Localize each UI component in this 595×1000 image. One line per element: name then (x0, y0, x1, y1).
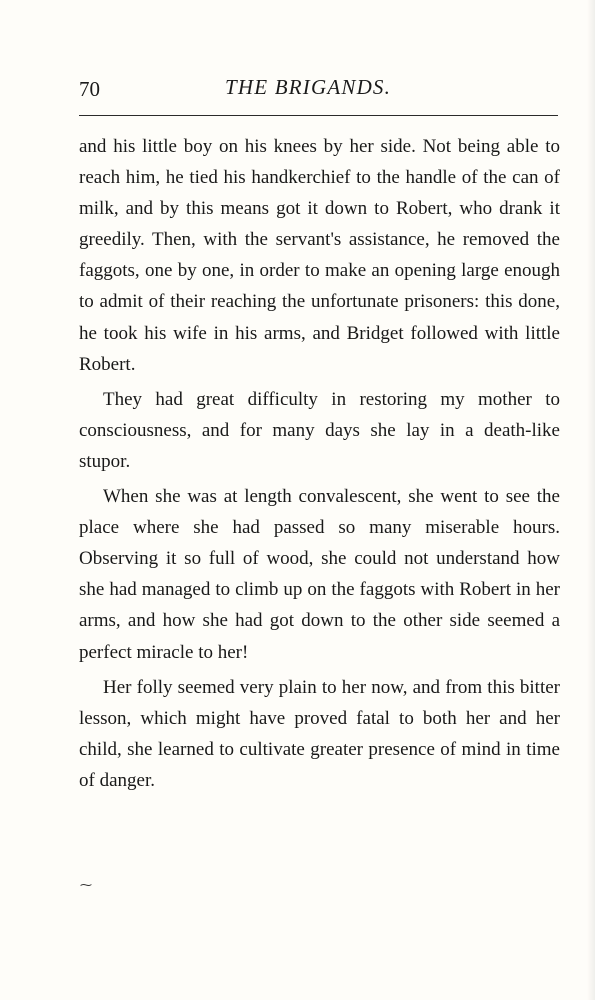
running-title: THE BRIGANDS. (225, 75, 392, 99)
header-rule (79, 115, 558, 116)
end-ornament: ⁓ (80, 878, 92, 892)
paragraph-4: Her folly seemed very plain to her now, and from this bitter lesson, which might have proved fatal to both her and her child, she learned to cultivate greater presence of mind in time of danger. (79, 676, 560, 791)
running-header (0, 73, 595, 107)
paragraph-3: When she was at length convalescent, she went to see the place where she had passed so many miserable hours. Observing it so full of wood, she could not understand how she had managed to climb up on the faggots with Robert in her arms, and how she had got down to the other side seemed a perfect miracle to her! (79, 486, 560, 663)
body-text (79, 131, 560, 796)
page-edge-shadow (587, 0, 595, 1000)
paragraph-2: They had great difficulty in restoring my mother to consciousness, and for many days she lay in a death-like stupor. (79, 388, 560, 472)
page-number: 70 (79, 77, 100, 101)
paragraph-1: and his little boy on his knees by her side. Not being able to reach him, he tied his handkerchief to the handle of the can of milk, and by this means got it down to Robert, who drank it greedily. Then, with the servant's assistance, he removed the faggots, one by one, in order to make an opening large enough to admit of their reaching the unfortunate prisoners: this done, he took his wife in his arms, and Bridget followed with little Robert. (79, 136, 560, 375)
